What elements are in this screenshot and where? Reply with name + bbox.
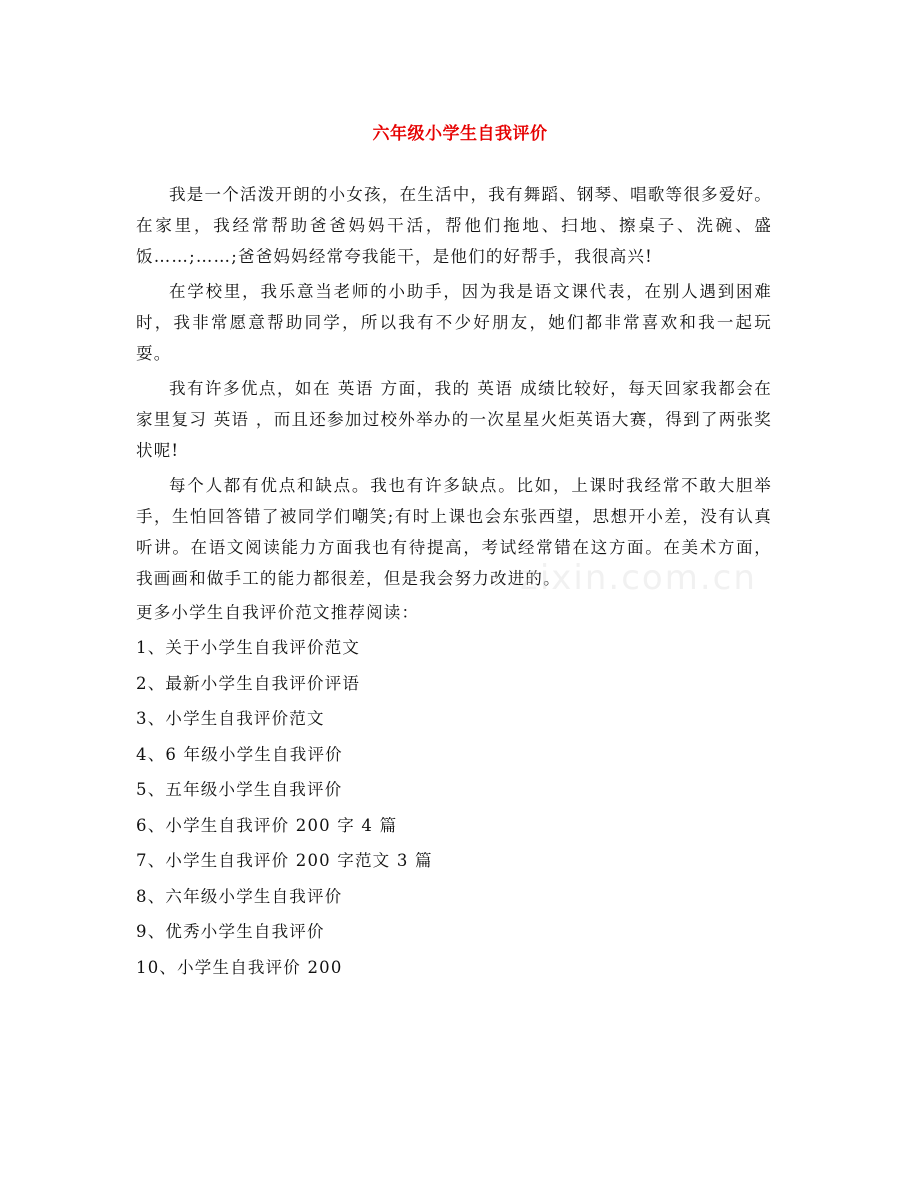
- recommendation-list: [136, 630, 772, 985]
- document-title: 六年级小学生自我评价: [372, 124, 548, 144]
- recommendation-item[interactable]: 7、小学生自我评价 200 字范文 3 篇: [136, 851, 433, 870]
- recommendation-item[interactable]: 9、优秀小学生自我评价: [136, 922, 325, 941]
- recommendation-item[interactable]: 3、小学生自我评价范文: [136, 709, 325, 728]
- recommendation-item[interactable]: 5、五年级小学生自我评价: [136, 780, 343, 799]
- recommendation-item[interactable]: 10、小学生自我评价 200: [136, 957, 343, 977]
- paragraph-3: 我有许多优点，如在 英语 方面，我的 英语 成绩比较好，每天回家我都会在家里复习 英语 ，而且还参加过校外举办的一次星星火炬英语大赛，得到了两张奖状呢!: [136, 379, 772, 460]
- more-reading-heading: 更多小学生自我评价范文推荐阅读：: [136, 603, 420, 622]
- recommendation-item[interactable]: 2、最新小学生自我评价评语: [136, 673, 361, 693]
- paragraph-2: 在学校里，我乐意当老师的小助手，因为我是语文课代表，在别人遇到困难时，我非常愿意帮助同学，所以我有不少好朋友，她们都非常喜欢和我一起玩耍。: [136, 282, 772, 363]
- paragraph-4: 每个人都有优点和缺点。我也有许多缺点。比如，上课时我经常不敢大胆举手，生怕回答错了被同学们嘲笑;有时上课也会东张西望，思想开小差，没有认真听讲。在语文阅读能力方面我也有待提高，考试经常错在这方面。在美术方面，我画画和做手工的能力都很差，但是我会努力改进的。: [136, 476, 772, 588]
- recommendation-item[interactable]: 8、六年级小学生自我评价: [136, 886, 343, 906]
- paragraph-1: 我是一个活泼开朗的小女孩，在生活中，我有舞蹈、钢琴、唱歌等很多爱好。在家里，我经常帮助爸爸妈妈干活，帮他们拖地、扫地、擦桌子、洗碗、盛饭……;……;爸爸妈妈经常夸我能干，是他们的好帮手，我很高兴!: [136, 185, 772, 266]
- recommendation-item[interactable]: 1、关于小学生自我评价范文: [136, 638, 361, 657]
- recommendation-item[interactable]: 6、小学生自我评价 200 字 4 篇: [136, 815, 398, 835]
- watermark: zixin.com.cn: [520, 558, 757, 598]
- recommendation-item[interactable]: 4、6 年级小学生自我评价: [136, 744, 343, 764]
